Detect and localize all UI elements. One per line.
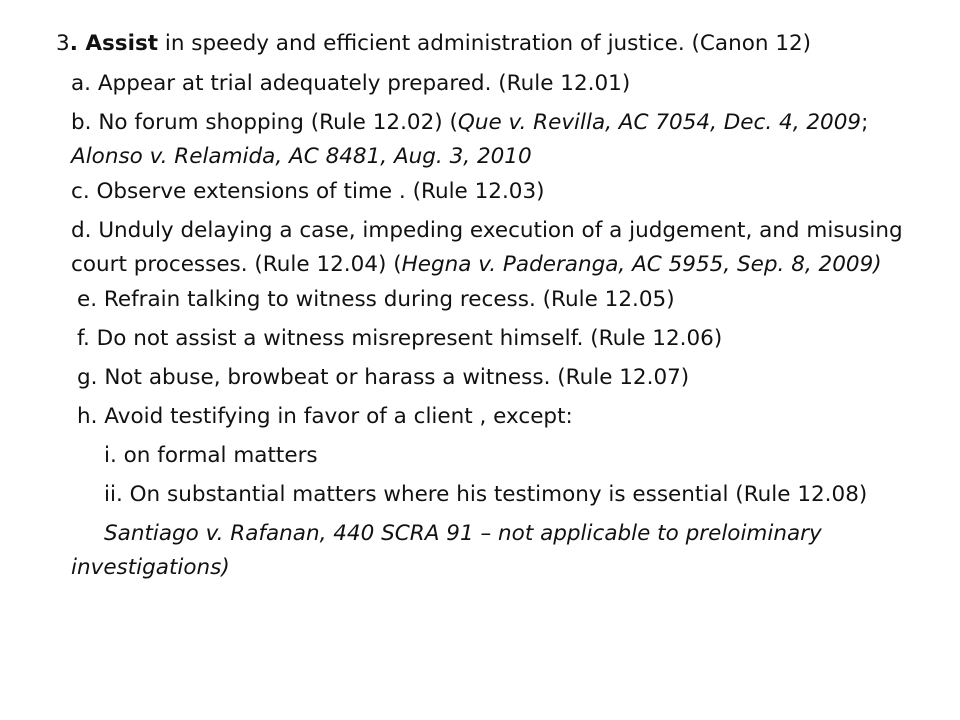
item-f: f. Do not assist a witness misrepresent himself. (Rule 12.06): [77, 326, 723, 351]
item-e: e. Refrain talking to witness during recess. (Rule 12.05): [77, 287, 675, 312]
case-note-text: Santiago v. Rafanan, 440 SCRA 91 – not applicable to preloiminary investigations): [71, 521, 822, 580]
item-d-text: d. Unduly delaying a case, impeding execution of a judgement, and misusing court processes. (Rule 12.04) (: [71, 218, 903, 277]
item-d: [71, 214, 931, 282]
heading-dot: .: [69, 31, 86, 56]
case-note: [71, 517, 931, 585]
item-b-case-1: Que v. Revilla, AC 7054, Dec. 4, 2009: [457, 110, 862, 135]
item-b-case-2: Alonso v. Relamida, AC 8481, Aug. 3, 2010: [71, 144, 532, 169]
item-b-text: b. No forum shopping (Rule 12.02) (: [71, 110, 458, 135]
item-h: h. Avoid testifying in favor of a client , except:: [77, 404, 573, 429]
heading-rest: in speedy and efficient administration of justice. (Canon 12): [158, 31, 812, 56]
item-d-case: Hegna v. Paderanga, AC 5955, Sep. 8, 2009): [401, 252, 882, 277]
item-g: g. Not abuse, browbeat or harass a witness. (Rule 12.07): [77, 365, 690, 390]
item-b-separator: ;: [861, 110, 869, 135]
heading-keyword: Assist: [85, 31, 159, 56]
heading-number: 3: [56, 31, 70, 56]
item-h-sub-ii: ii. On substantial matters where his testimony is essential (Rule 12.08): [104, 482, 868, 507]
item-b: [71, 106, 931, 174]
item-c: c. Observe extensions of time . (Rule 12.03): [71, 179, 545, 204]
item-h-sub-i: i. on formal matters: [104, 443, 318, 468]
item-a: a. Appear at trial adequately prepared. (Rule 12.01): [71, 71, 631, 96]
heading-canon-12: [56, 27, 811, 61]
